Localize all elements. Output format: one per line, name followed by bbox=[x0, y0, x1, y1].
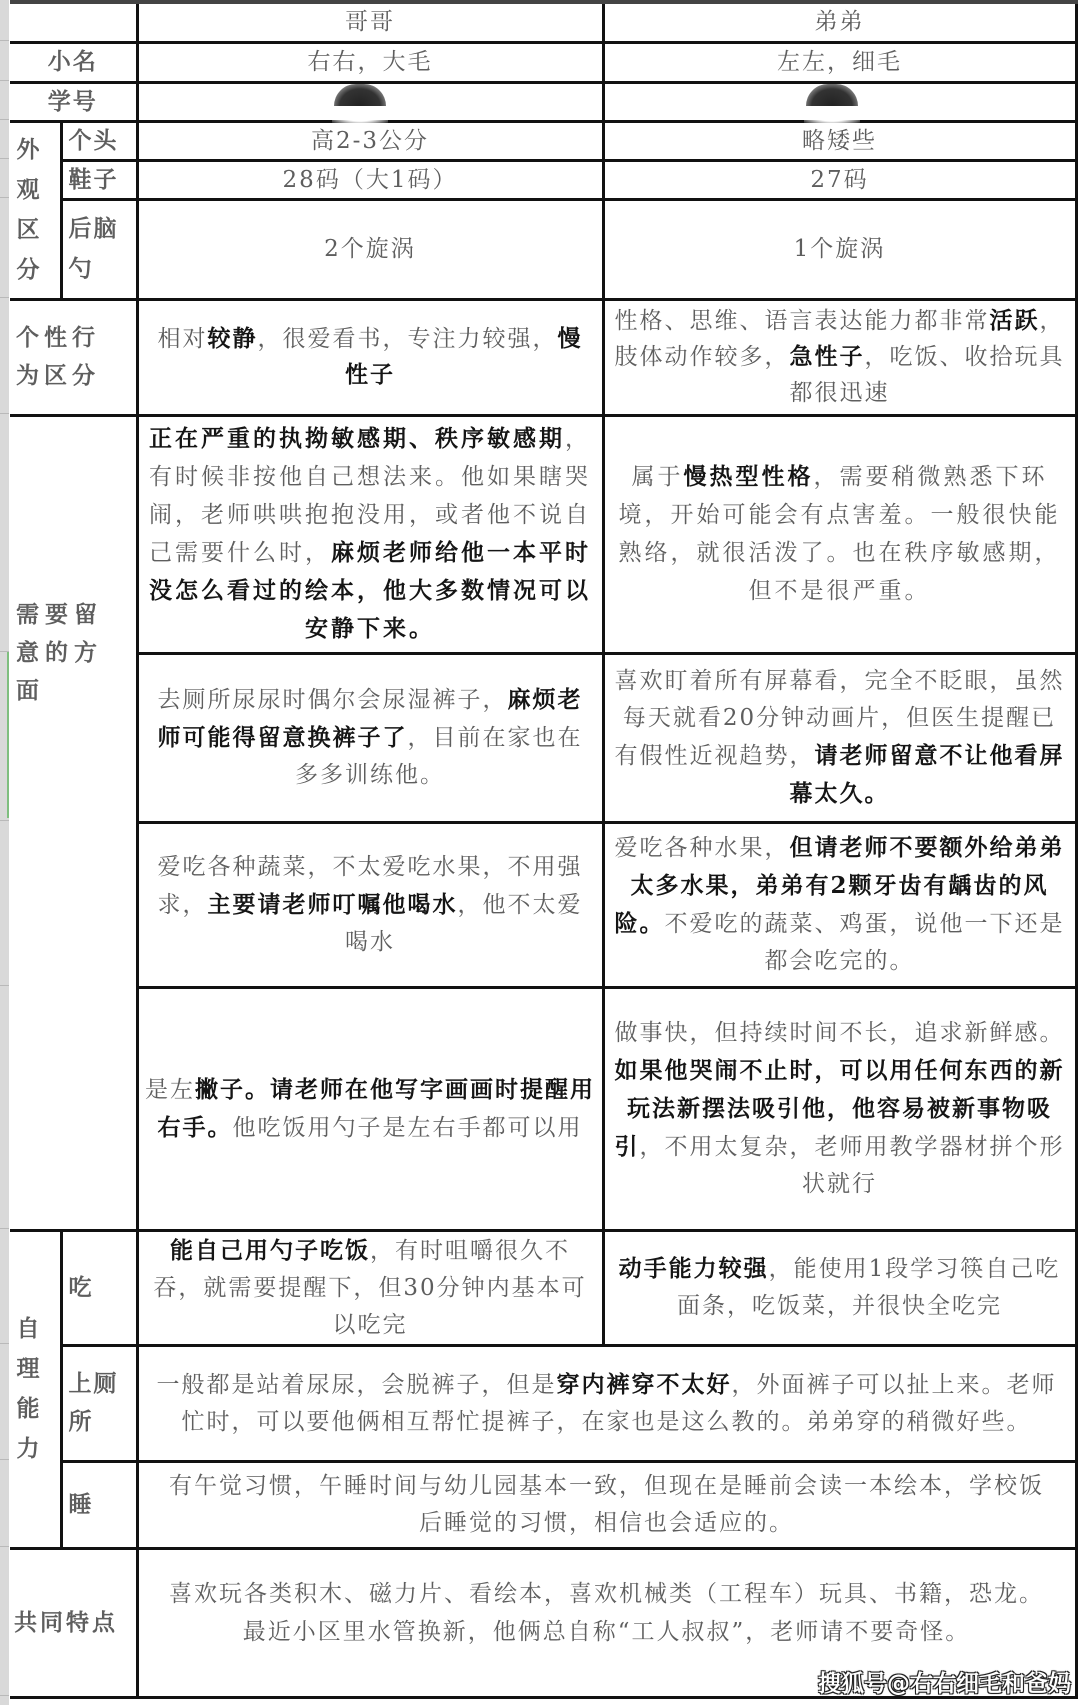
shoes-label[interactable]: 鞋子 bbox=[61, 160, 137, 199]
header-row bbox=[10, 2, 1076, 42]
header-gege[interactable]: 哥哥 bbox=[137, 2, 603, 42]
student-id-row bbox=[10, 82, 1076, 121]
attention-row-4 bbox=[10, 987, 1076, 1230]
emphasized-text: 请老师留意不让他看屏幕太久。 bbox=[789, 741, 1065, 807]
personality-row bbox=[10, 299, 1076, 415]
appearance-group-label[interactable] bbox=[10, 121, 61, 299]
common-traits-shared[interactable]: 喜欢玩各类积木、磁力片、看绘本，喜欢机械类（工程车）玩具、书籍，恐龙。最近小区里水管换新，他俩总自称“工人叔叔”，老师请不要奇怪。 bbox=[137, 1548, 1076, 1697]
emphasized-text: 慢热型性格 bbox=[683, 463, 814, 490]
comparison-table bbox=[10, 0, 1078, 1699]
personality-didi[interactable]: 性格、思维、语言表达能力都非常活跃，肢体动作较多，急性子，吃饭、收拾玩具都很迅速 bbox=[603, 299, 1076, 415]
attention-3-didi[interactable]: 爱吃各种水果，但请老师不要额外给弟弟太多水果，弟弟有2颗牙齿有龋齿的风险。不爱吃的蔬菜、鸡蛋，说他一下还是都会吃完的。 bbox=[603, 822, 1076, 987]
back-head-row bbox=[10, 199, 1076, 299]
attention-2-gege[interactable]: 去厕所尿尿时偶尔会尿湿裤子，麻烦老师可能得留意换裤子了，目前在家也在多多训练他。 bbox=[137, 653, 603, 822]
attention-label[interactable] bbox=[10, 415, 137, 1230]
shoes-didi[interactable]: 27码 bbox=[603, 160, 1076, 199]
sleep-label[interactable]: 睡 bbox=[61, 1461, 137, 1548]
attention-row-3 bbox=[10, 822, 1076, 987]
back-head-didi[interactable]: 1个旋涡 bbox=[603, 199, 1076, 299]
shoes-gege[interactable]: 28码（大1码） bbox=[137, 160, 603, 199]
attention-1-didi[interactable]: 属于慢热型性格，需要稍微熟悉下环境，开始可能会有点害羞。一般很快能熟络，就很活泼了。也在秩序敏感期，但不是很严重。 bbox=[603, 415, 1076, 653]
attention-1-gege[interactable]: 正在严重的执拗敏感期、秩序敏感期，有时候非按他自己想法来。他如果瞎哭闹，老师哄哄抱抱没用，或者他不说自己需要什么时，麻烦老师给他一本平时没怎么看过的绘本，他大多数情况可以安静下来。 bbox=[137, 415, 603, 653]
student-id-label[interactable]: 学号 bbox=[10, 82, 137, 121]
sleep-shared[interactable]: 有午觉习惯，午睡时间与幼儿园基本一致，但现在是睡前会读一本绘本，学校饭后睡觉的习惯，相信也会适应的。 bbox=[137, 1461, 1076, 1548]
self-care-toilet-row bbox=[10, 1345, 1076, 1461]
appearance-group-text: 外观区分 bbox=[16, 136, 42, 283]
personality-gege[interactable]: 相对较静，很爱看书，专注力较强，慢性子 bbox=[137, 299, 603, 415]
toilet-label-text: 上厕所 bbox=[68, 1370, 119, 1435]
shoes-row bbox=[10, 160, 1076, 199]
toilet-label[interactable] bbox=[61, 1345, 137, 1461]
selection-indicator bbox=[7, 652, 9, 818]
self-care-eat-row bbox=[10, 1230, 1076, 1345]
emphasized-text: 穿内裤穿不太好 bbox=[556, 1370, 732, 1398]
emphasized-text: 急性子 bbox=[789, 343, 865, 370]
height-row bbox=[10, 121, 1076, 160]
emphasized-text: 麻烦老师可能得留意换裤子了 bbox=[157, 686, 583, 751]
height-gege[interactable]: 高2-3公分 bbox=[137, 121, 603, 160]
nickname-row bbox=[10, 42, 1076, 82]
nickname-gege[interactable]: 右右，大毛 bbox=[137, 42, 603, 82]
emphasized-text: 能自己用勺子吃饭 bbox=[170, 1236, 370, 1264]
emphasized-text: 主要请老师叮嘱他喝水 bbox=[207, 890, 458, 918]
attention-4-gege[interactable]: 是左撇子。请老师在他写字画画时提醒用右手。他吃饭用勺子是左右手都可以用 bbox=[137, 987, 603, 1230]
attention-3-gege[interactable]: 爱吃各种蔬菜，不太爱吃水果，不用强求，主要请老师叮嘱他喝水，他不太爱喝水 bbox=[137, 822, 603, 987]
attention-row-2 bbox=[10, 653, 1076, 822]
back-head-gege[interactable]: 2个旋涡 bbox=[137, 199, 603, 299]
row-header-gutter bbox=[0, 0, 9, 1705]
emphasized-text: 撇子。请老师在他写字画画时提醒用右手。 bbox=[157, 1075, 595, 1141]
eat-didi[interactable]: 动手能力较强，能使用1段学习筷自己吃面条，吃饭菜，并很快全吃完 bbox=[603, 1230, 1076, 1345]
attention-row-1 bbox=[10, 415, 1076, 653]
emphasized-text: 正在严重的执拗敏感期、秩序敏感期 bbox=[149, 425, 565, 452]
emphasized-text: 如果他哭闹不止时，可以用任何东西的新玩法新摆法吸引他，他容易被新事物吸引 bbox=[614, 1056, 1065, 1160]
self-care-sleep-row bbox=[10, 1461, 1076, 1548]
height-didi[interactable]: 略矮些 bbox=[603, 121, 1076, 160]
eat-label[interactable]: 吃 bbox=[61, 1230, 137, 1345]
emphasized-text: 动手能力较强 bbox=[618, 1255, 769, 1282]
emphasized-text: 较静 bbox=[207, 325, 258, 352]
redaction-fade bbox=[804, 106, 860, 124]
personality-label-text: 个性行为区分 bbox=[16, 324, 100, 389]
height-label[interactable]: 个头 bbox=[61, 121, 137, 160]
self-care-group-text: 自理能力 bbox=[16, 1315, 42, 1462]
common-traits-label[interactable]: 共同特点 bbox=[10, 1548, 137, 1697]
toilet-shared[interactable]: 一般都是站着尿尿，会脱裤子，但是穿内裤穿不太好，外面裤子可以扯上来。老师忙时，可以要他俩相互帮忙提裤子，在家也是这么教的。弟弟穿的稍微好些。 bbox=[137, 1345, 1076, 1461]
redaction-fade bbox=[332, 106, 388, 124]
back-head-label[interactable] bbox=[61, 199, 137, 299]
emphasized-text: 慢性子 bbox=[345, 325, 583, 388]
attention-2-didi[interactable]: 喜欢盯着所有屏幕看，完全不眨眼，虽然每天就看20分钟动画片，但医生提醒已有假性近视趋势，请老师留意不让他看屏幕太久。 bbox=[603, 653, 1076, 822]
emphasized-text: 麻烦老师给他一本平时没怎么看过的绘本，他大多数情况可以安静下来。 bbox=[149, 539, 591, 642]
attention-4-didi[interactable]: 做事快，但持续时间不长，追求新鲜感。如果他哭闹不止时，可以用任何东西的新玩法新摆法吸引他，他容易被新事物吸引，不用太复杂，老师用教学器材拼个形状就行 bbox=[603, 987, 1076, 1230]
corner-cell[interactable] bbox=[10, 2, 137, 42]
watermark: 搜狐号@右右细毛和爸妈 bbox=[818, 1671, 1071, 1697]
emphasized-text: 但请老师不要额外给弟弟太多水果，弟弟有2颗牙齿有龋齿的风险。 bbox=[614, 834, 1065, 937]
nickname-label[interactable]: 小名 bbox=[10, 42, 137, 82]
back-head-label-text: 后脑勺 bbox=[68, 215, 119, 282]
emphasized-text: 活跃 bbox=[989, 307, 1040, 334]
header-didi[interactable]: 弟弟 bbox=[603, 2, 1076, 42]
nickname-didi[interactable]: 左左，细毛 bbox=[603, 42, 1076, 82]
attention-label-text: 需要留意的方面 bbox=[16, 600, 103, 704]
eat-gege[interactable]: 能自己用勺子吃饭，有时咀嚼很久不吞，就需要提醒下，但30分钟内基本可以吃完 bbox=[137, 1230, 603, 1345]
personality-label[interactable] bbox=[10, 299, 137, 415]
self-care-group-label[interactable] bbox=[10, 1230, 61, 1548]
